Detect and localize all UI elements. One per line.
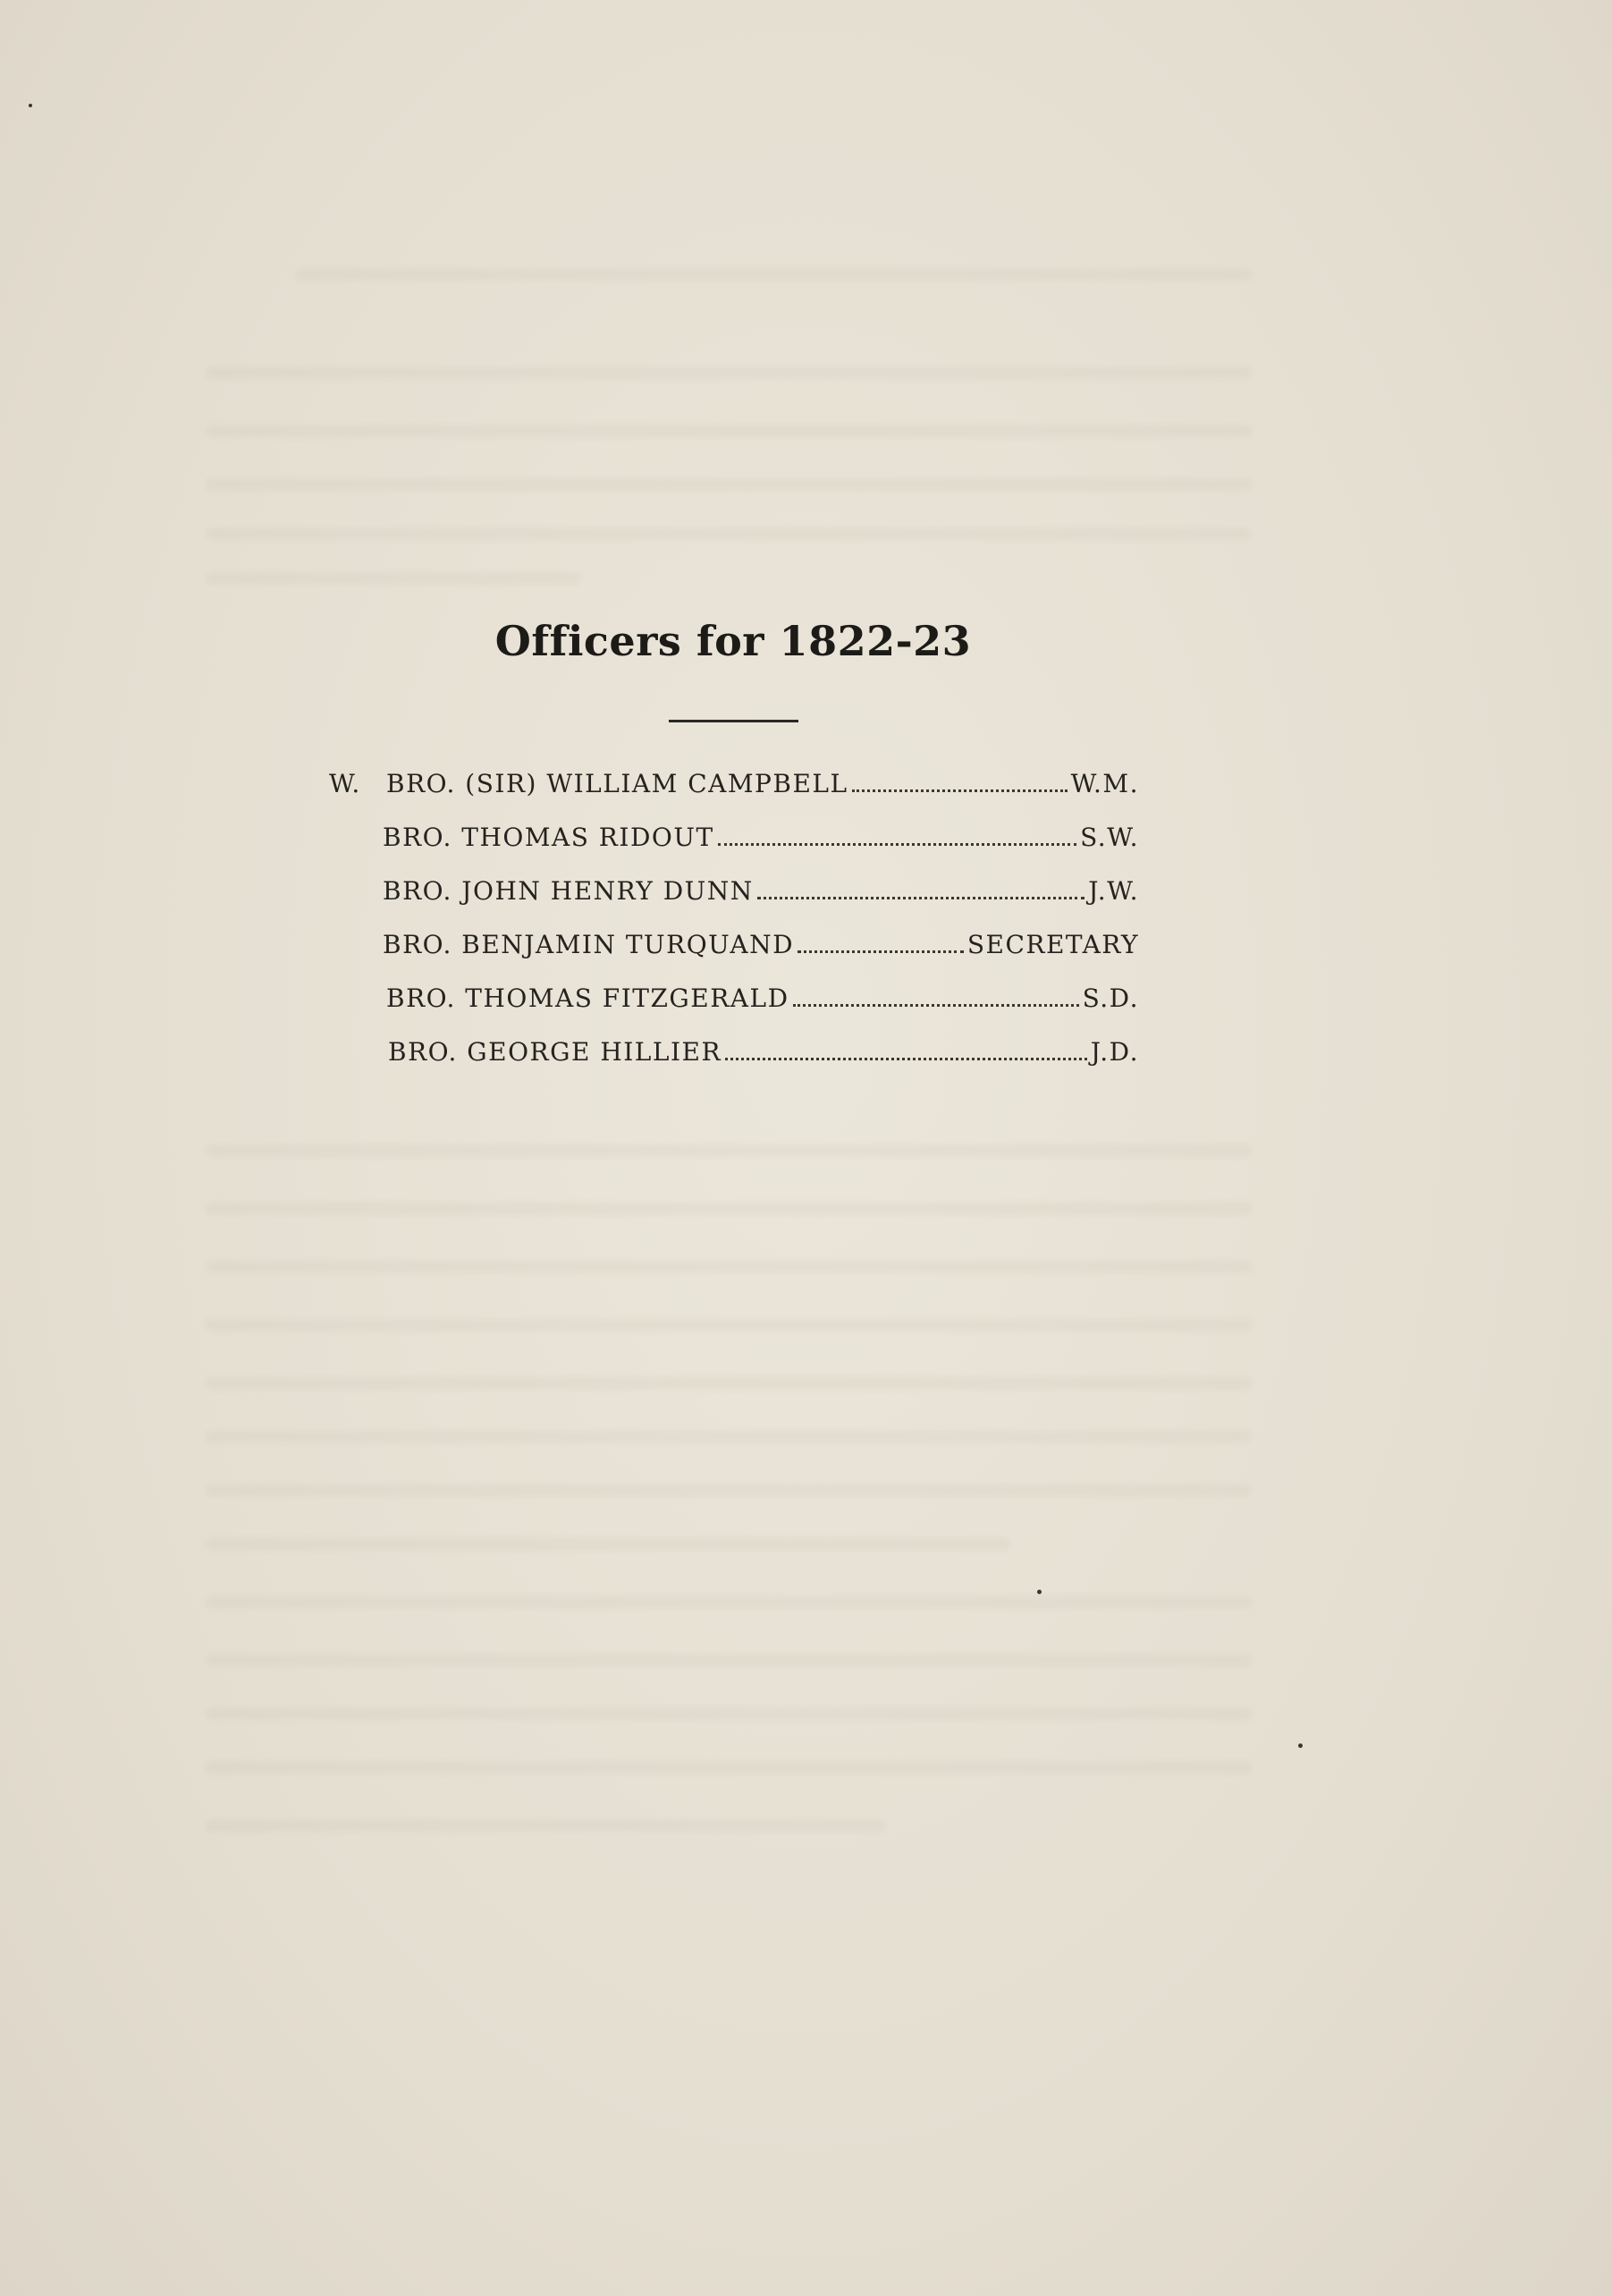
officer-row — [383, 930, 1139, 959]
bleed-through-line — [206, 1319, 1252, 1331]
dot-leader — [798, 950, 964, 953]
bleed-through-line — [206, 1377, 1252, 1389]
bleed-through-line — [206, 572, 581, 585]
bleed-through-line — [206, 1708, 1252, 1720]
officer-name: BRO. BENJAMIN TURQUAND — [383, 930, 795, 959]
bleed-through-line — [206, 1538, 1010, 1550]
officer-row — [383, 876, 1139, 906]
bleed-through-line — [206, 425, 1252, 437]
bleed-through-line — [206, 1654, 1252, 1667]
page-title: Officers for 1822-23 — [494, 617, 972, 665]
bleed-through-line — [206, 1596, 1252, 1608]
paper-speck — [1037, 1590, 1042, 1594]
officer-office: SECRETARY — [966, 930, 1139, 959]
dot-leader — [852, 789, 1068, 792]
officer-row — [388, 1037, 1139, 1067]
dot-leader — [757, 897, 1085, 899]
officer-row — [329, 769, 1139, 798]
bleed-through-line — [206, 1261, 1252, 1273]
officer-name: BRO. THOMAS RIDOUT — [383, 823, 714, 852]
bleed-through-line — [206, 1484, 1252, 1497]
officer-name: BRO. JOHN HENRY DUNN — [383, 876, 754, 906]
officer-name: BRO. GEORGE HILLIER — [388, 1037, 722, 1067]
officer-row — [383, 823, 1139, 852]
officer-office: J.W. — [1088, 876, 1139, 906]
bleed-through-line — [295, 268, 1252, 281]
dot-leader — [725, 1058, 1087, 1060]
paper-speck — [29, 104, 32, 107]
bleed-through-line — [206, 1819, 885, 1832]
bleed-through-line — [206, 1431, 1252, 1443]
officer-row — [386, 983, 1139, 1013]
officer-office: J.D. — [1090, 1037, 1139, 1067]
officer-name: BRO. THOMAS FITZGERALD — [386, 983, 789, 1013]
bleed-through-line — [206, 1144, 1252, 1157]
bleed-through-line — [206, 528, 1252, 540]
bleed-through-line — [206, 1761, 1252, 1774]
dot-leader — [718, 843, 1077, 846]
dot-leader — [793, 1004, 1079, 1007]
bleed-through-line — [206, 1203, 1252, 1215]
title-rule — [669, 720, 798, 722]
bleed-through-line — [206, 478, 1252, 491]
officer-office: W.M. — [1070, 769, 1139, 798]
officer-office: S.D. — [1082, 983, 1139, 1013]
officer-prefix: W. — [329, 769, 361, 798]
bleed-through-line — [206, 367, 1252, 379]
officer-office: S.W. — [1080, 823, 1139, 852]
paper-speck — [1298, 1743, 1303, 1748]
officer-name: BRO. (SIR) WILLIAM CAMPBELL — [386, 769, 848, 798]
